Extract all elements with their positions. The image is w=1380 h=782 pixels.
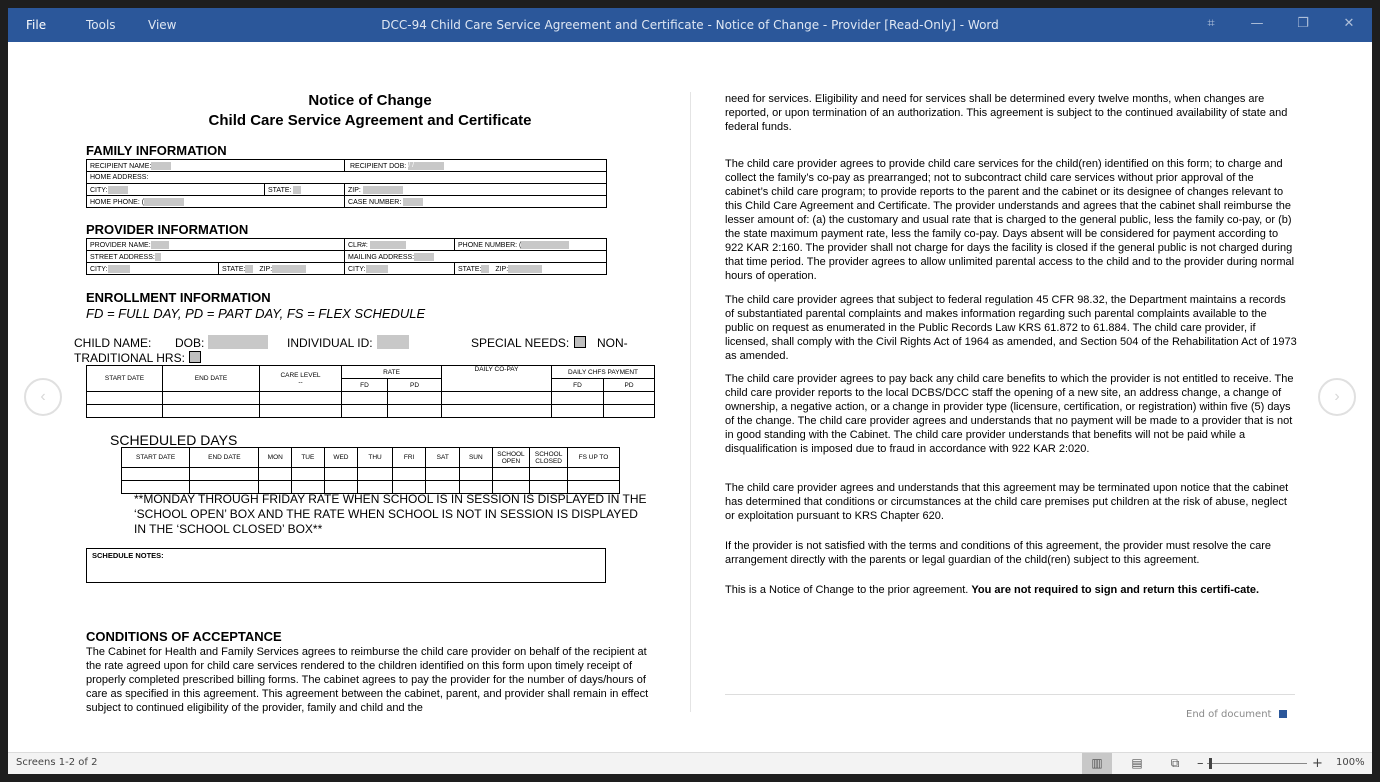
daily-copay-header: DAILY CO-PAY (442, 366, 552, 392)
end-of-document-label: End of document (1186, 709, 1272, 720)
individual-id-field[interactable] (377, 335, 409, 349)
previous-screen-icon[interactable]: ‹ (24, 378, 62, 416)
care-level-dash: -- (298, 378, 303, 386)
zoom-in-button[interactable]: + (1312, 756, 1323, 771)
phone-number-label: PHONE NUMBER: ( (458, 241, 522, 249)
recipient-dob-label: RECIPIENT DOB: (349, 162, 407, 170)
enrollment-info-heading: ENROLLMENT INFORMATION (86, 290, 271, 305)
paragraph-eligibility: need for services. Eligibility and need for services shall be determined every twelve months, when changes are reported, or upon termination of an authorization. This agreement is subject to the continued availability of state and federal funds. (725, 93, 1288, 133)
school-closed-header: SCHOOL CLOSED (530, 448, 568, 468)
home-address-cell[interactable] (87, 172, 607, 184)
sched-end-date-header: END DATE (190, 448, 259, 468)
home-address-label: HOME ADDRESS: (90, 174, 149, 181)
mailing-state-zip-cell[interactable] (455, 263, 607, 275)
dob-field[interactable] (208, 335, 268, 349)
care-level-header (260, 366, 342, 392)
notice-bold-text: You are not required to sign and return this certifi-cate. (971, 584, 1260, 596)
special-needs-label: SPECIAL NEEDS: (471, 336, 570, 350)
traditional-hrs-label: TRADITIONAL HRS: (74, 351, 185, 365)
provider-info-table (86, 238, 607, 275)
school-open-header: SCHOOL OPEN (492, 448, 530, 468)
mailing-city-label: CITY: (348, 265, 366, 273)
sat-header: SAT (426, 448, 460, 468)
provider-name-label: PROVIDER NAME: (90, 241, 151, 249)
provider-info-heading: PROVIDER INFORMATION (86, 222, 249, 237)
family-info-heading: FAMILY INFORMATION (86, 143, 227, 158)
street-address-label: STREET ADDRESS: (90, 253, 155, 261)
case-number-label: CASE NUMBER: (348, 198, 402, 206)
home-phone-cell[interactable] (87, 196, 345, 208)
mailing-state-label: STATE: (458, 265, 482, 273)
mailing-address-cell[interactable] (345, 251, 607, 263)
state-label: STATE: (268, 186, 292, 194)
sched-start-date-header: START DATE (122, 448, 190, 468)
thu-header: THU (358, 448, 393, 468)
screen-2 (691, 42, 1372, 752)
scheduled-days-heading: SCHEDULED DAYS (110, 432, 238, 448)
chfs-pd-header: PD (604, 379, 655, 392)
mon-header: MON (259, 448, 292, 468)
screens-count: Screens 1-2 of 2 (16, 757, 98, 768)
family-info-table (86, 159, 607, 208)
clr-label: CLR#: (348, 241, 368, 249)
case-number-cell[interactable] (345, 196, 607, 208)
mailing-zip-label: ZIP: (495, 265, 509, 273)
menu-view[interactable]: View (148, 18, 177, 32)
child-name-label: CHILD NAME: (74, 336, 152, 350)
paragraph-provider-services: The child care provider agrees to provide child care services for the child(ren) identified on this form; to charge and collect the family’s co-pay as prearranged; not to subcontract child care services without prior approval of the cabinet’s child care program; to provide reports to the parent and the cabinet or its designee of changes relevant to this Child Care Agreement and Certificate. The provider understands and agrees that the cabinet shall reimburse the lesser amount of: (a) the customary and usual rate that is charged to the general public, less the family co-pay, or (b) the state maximum payment rate, less the family co-pay. Days absent will be considered for payment according to 922 KAR 2:160. The provider shall not charge for days the facility is closed if the general public is not charged during that time period. The provider agrees to allow unlimited parental access to the child and to the provider during normal hours of operation. (725, 158, 1295, 282)
paragraph-notice (725, 583, 1297, 597)
street-address-cell[interactable] (87, 251, 345, 263)
title-bar (8, 8, 1372, 42)
scheduled-days-table (121, 447, 620, 494)
provider-zip-label: ZIP: (259, 265, 273, 273)
school-rate-note-line-1: **MONDAY THROUGH FRIDAY RATE WHEN SCHOOL IS IN SESSION IS DISPLAYED IN THE (134, 492, 647, 506)
paragraph-termination: The child care provider agrees and understands that this agreement may be terminated upon notice that the cabinet has determined that conditions or circumstances at the child care premises put children at the risk of abuse, neglect or exploitation pursuant to KRS Chapter 620. (725, 482, 1289, 522)
form-subtitle: Child Care Service Agreement and Certificate (208, 112, 532, 129)
phone-number-cell[interactable] (455, 239, 607, 251)
table-row (87, 405, 655, 418)
read-mode-area (8, 42, 1372, 752)
individual-id-label: INDIVIDUAL ID: (287, 336, 373, 350)
dob-label: DOB: (175, 336, 205, 350)
rate-header: RATE (342, 366, 442, 379)
recipient-dob-cell[interactable] (345, 160, 607, 172)
zip-cell[interactable] (345, 184, 607, 196)
fs-up-to-header: FS UP TO (567, 448, 619, 468)
table-row (122, 468, 620, 481)
word-window (8, 8, 1372, 774)
enrollment-legend: FD = FULL DAY, PD = PART DAY, FS = FLEX SCHEDULE (86, 306, 426, 321)
rate-table (86, 365, 655, 418)
close-icon[interactable]: ✕ (1343, 16, 1355, 31)
school-rate-note (134, 492, 647, 537)
schedule-notes-label: SCHEDULE NOTES: (92, 551, 164, 560)
provider-state-label: STATE: (222, 265, 246, 273)
state-cell[interactable] (265, 184, 345, 196)
read-mode-icon[interactable]: ▥ (1082, 753, 1112, 774)
restore-icon[interactable]: ❐ (1297, 16, 1309, 31)
sun-header: SUN (460, 448, 493, 468)
end-marker-icon (1279, 710, 1287, 718)
special-needs-checkbox[interactable] (574, 336, 586, 348)
zip-label: ZIP: (348, 186, 361, 194)
paragraph-pay-back: The child care provider agrees to pay back any child care benefits to which the provider is not entitled to receive. The child care provider reports to the local DCBS/DCC staff the opening of a new site, an address change, a change of ownership, a negative action, or a change in provider type (licensure, certification, or registration) within five (5) days of the change. The child care provider agrees and understands that no payment will be made to a provider that is not in good standing with the Cabinet. The child care provider understands that benefits will not be paid while a disqualification is imposed due to fraud in accordance with 922 KAR 2:020. (725, 373, 1294, 455)
rate-end-date-header: END DATE (163, 366, 260, 392)
provider-name-cell[interactable] (87, 239, 345, 251)
recipient-name-label: RECIPIENT NAME: (90, 162, 152, 170)
status-bar (8, 752, 1372, 774)
rate-start-date-header: START DATE (87, 366, 163, 392)
home-phone-label: HOME PHONE: ( (90, 198, 145, 206)
provider-state-zip-cell[interactable] (219, 263, 345, 275)
zoom-slider-thumb[interactable] (1209, 758, 1212, 769)
form-title: Notice of Change (308, 92, 432, 109)
print-layout-icon[interactable]: ▤ (1131, 756, 1143, 770)
fullscreen-icon[interactable]: ⌗ (1207, 16, 1215, 31)
zoom-level[interactable]: 100% (1336, 757, 1365, 768)
paragraph-dispute: If the provider is not satisfied with the terms and conditions of this agreement, the provider must resolve the care arrangement directly with the parents or legal guardian of the child(ren) subject to this agreement. (725, 540, 1271, 566)
rate-fd-header: FD (342, 379, 388, 392)
notice-text: This is a Notice of Change to the prior agreement. (725, 584, 972, 596)
wed-header: WED (324, 448, 358, 468)
non-label: NON- (597, 336, 628, 350)
city-label: CITY: (90, 186, 108, 194)
city-cell[interactable] (87, 184, 265, 196)
mailing-city-cell[interactable] (345, 263, 455, 275)
traditional-hrs-checkbox[interactable] (189, 351, 201, 363)
school-rate-note-line-3: IN THE ‘SCHOOL CLOSED’ BOX** (134, 522, 323, 536)
conditions-text: The Cabinet for Health and Family Services agrees to reimburse the child care provider on behalf of the recipient at the rate agreed upon for child care services rendered to the children identified on this form upon timely receipt of properly completed prescribed billing forms. The cabinet agrees to pay the provider for the number of days/hours of care as specified in this agreement. This agreement between the cabinet, parent, and provider shall remain in effect subject to continued eligibility of the provider, family and child and the (86, 646, 649, 714)
care-level-label: CARE LEVEL (280, 371, 321, 379)
window-title: DCC-94 Child Care Service Agreement and Certificate - Notice of Change - Provider [Read-Only] - Word (381, 18, 999, 32)
screen-1 (8, 42, 690, 752)
chfs-fd-header: FD (552, 379, 604, 392)
recipient-name-cell[interactable] (87, 160, 345, 172)
paragraph-federal-regulation: The child care provider agrees that subject to federal regulation 45 CFR 98.32, the Department maintains a records of substantiated parental complaints and makes information regarding such parental complaints available to the public on request as enumerated in the Public Records Law KRS 61.872 to 61.884. The child care provider, if licensed, shall comply with the Civil Rights Act of 1964 as amended, and Section 504 of the Rehabilitation Act of 1973 as amended. (725, 294, 1297, 362)
next-screen-icon[interactable]: › (1318, 378, 1356, 416)
menu-tools[interactable]: Tools (86, 18, 116, 32)
tue-header: TUE (292, 448, 325, 468)
fri-header: FRI (392, 448, 426, 468)
rate-pd-header: PD (388, 379, 442, 392)
menu-file[interactable]: File (26, 18, 47, 32)
provider-city-cell[interactable] (87, 263, 219, 275)
end-rule (725, 694, 1295, 695)
zoom-out-button[interactable]: – (1197, 756, 1204, 771)
daily-chfs-header: DAILY CHFS PAYMENT (552, 366, 655, 379)
minimize-icon[interactable]: — (1250, 16, 1264, 31)
end-of-document (1186, 709, 1287, 720)
table-row (87, 392, 655, 405)
web-layout-icon[interactable]: ⧉ (1170, 756, 1180, 770)
recipient-dob-value: / / (408, 162, 444, 170)
zoom-slider[interactable] (1207, 763, 1307, 764)
school-rate-note-line-2: ‘SCHOOL OPEN’ BOX AND THE RATE WHEN SCHOOL IS NOT IN SESSION IS DISPLAYED (134, 507, 638, 521)
clr-cell[interactable] (345, 239, 455, 251)
conditions-heading: CONDITIONS OF ACCEPTANCE (86, 629, 282, 644)
schedule-notes-box[interactable] (86, 548, 606, 583)
mailing-address-label: MAILING ADDRESS: (348, 253, 415, 261)
provider-city-label: CITY: (90, 265, 108, 273)
